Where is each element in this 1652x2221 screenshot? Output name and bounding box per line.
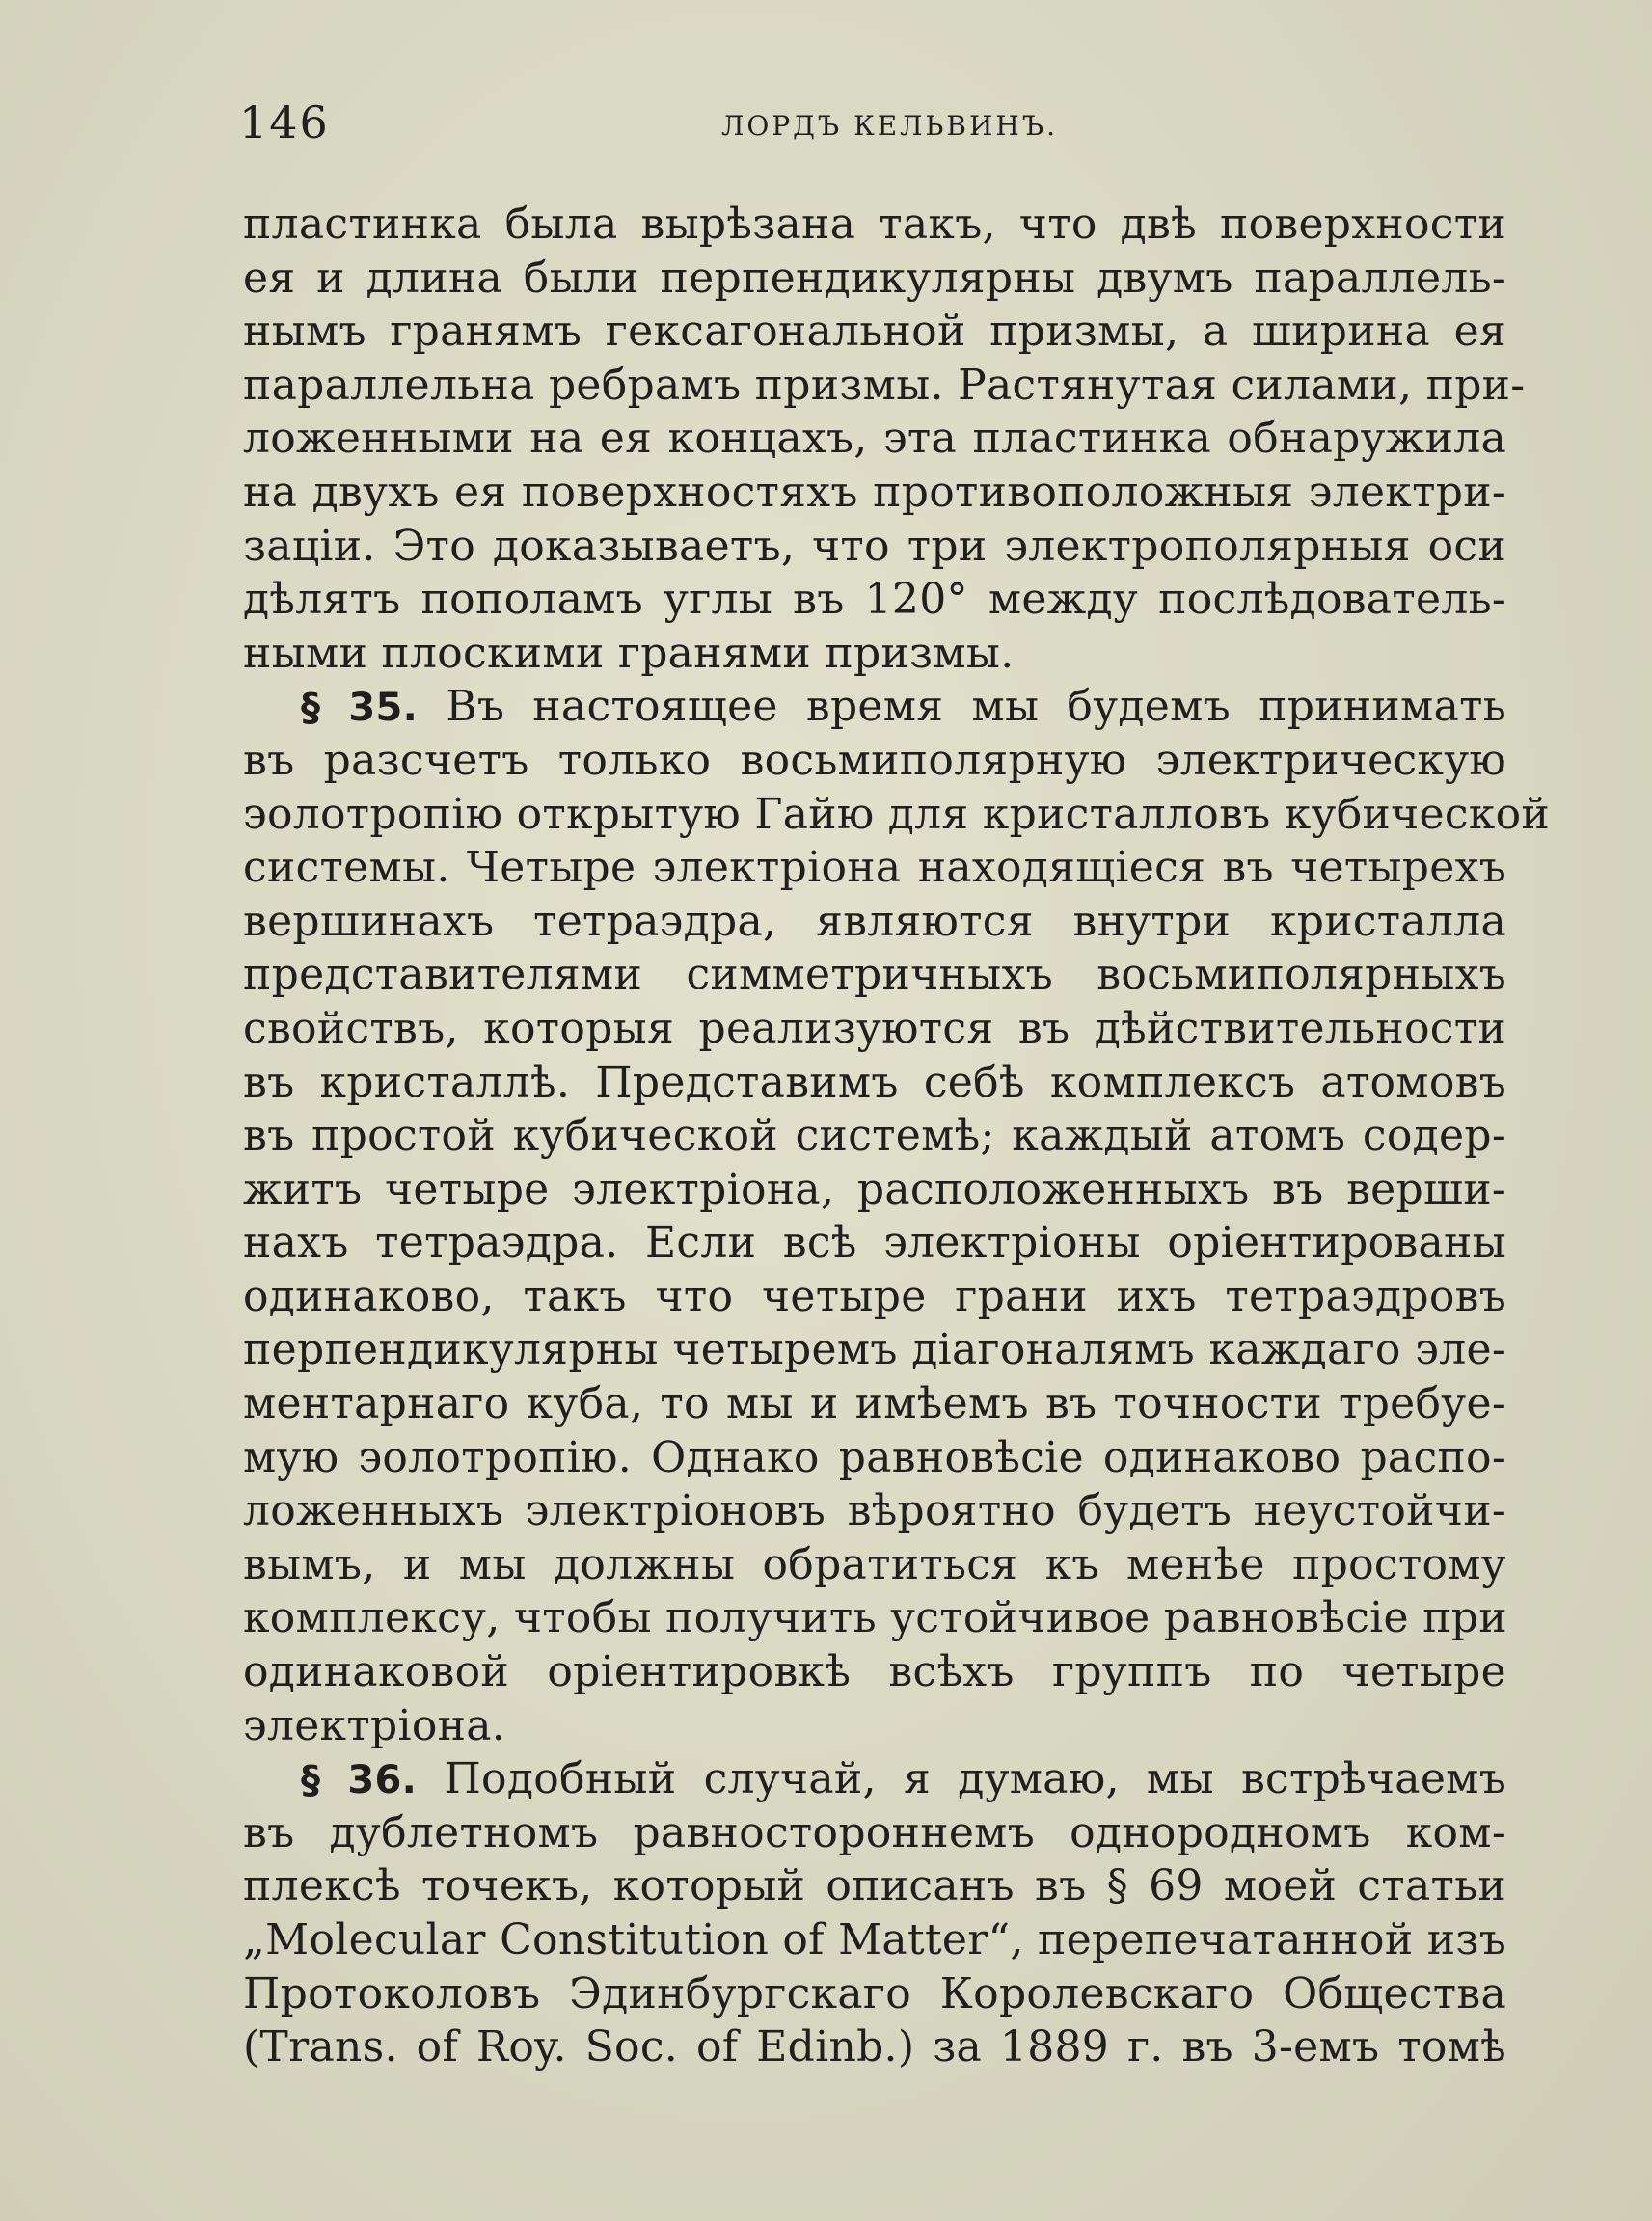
text-line: системы. Четыре электріона находящіеся въ четырехъ: [243, 843, 1506, 893]
text-line: „Molecular Constitution of Matter“, перепечатанной изъ: [243, 1915, 1506, 1964]
text-line: въ простой кубической системѣ; каждый атомъ содер-: [243, 1111, 1506, 1161]
section-number: § 36.: [301, 1758, 418, 1803]
page-header: [239, 96, 1512, 164]
text-line: въ дублетномъ равностороннемъ однородномъ ком-: [243, 1807, 1506, 1857]
section-number: § 35.: [301, 686, 419, 731]
text-line: ложенныхъ электріоновъ вѣроятно будетъ неустойчи-: [243, 1486, 1506, 1536]
page-number: 146: [239, 96, 330, 149]
text-line: вымъ, и мы должны обратиться къ менѣе простому: [243, 1539, 1506, 1589]
text-line: ными плоскими гранями призмы.: [243, 628, 1015, 678]
text-line: свойствъ, которыя реализуются въ дѣйствительности: [243, 1003, 1506, 1053]
text-line: Подобный случай, я думаю, мы встрѣчаемъ: [444, 1754, 1506, 1804]
section-first-line: [243, 1752, 1506, 1806]
paragraph-section-36: [243, 1752, 1506, 2074]
text-line: мую эолотропію. Однако равновѣсіе одинаково распо-: [243, 1432, 1506, 1482]
text-line: параллельна ребрамъ призмы. Растянутая силами, при-: [243, 360, 1526, 410]
running-head: ЛОРДЪ КЕЛЬВИНЪ.: [721, 110, 1058, 142]
text-line: нымъ гранямъ гексагональной призмы, а ширина ея: [243, 307, 1506, 357]
text-line: ложенными на ея концахъ, эта пластинка обнаружила: [243, 414, 1506, 464]
text-line: пластинка была вырѣзана такъ, что двѣ поверхности: [243, 200, 1506, 249]
text-line: Протоколовъ Эдинбургскаго Королевскаго Общества: [243, 1968, 1506, 2018]
text-line: электріона.: [243, 1700, 506, 1750]
paragraph-section-35: [243, 680, 1551, 1752]
text-line: Въ настоящее время мы будемъ принимать: [446, 682, 1506, 732]
text-line: на двухъ ея поверхностяхъ противоположныя электри-: [243, 467, 1506, 517]
text-line: заціи. Это доказываетъ, что три электрополярныя оси: [243, 521, 1506, 571]
text-line: эолотропію открытую Гайю для кристалловъ кубической: [243, 789, 1551, 839]
text-line: нахъ тетраэдра. Если всѣ электріоны оріентированы: [243, 1218, 1506, 1268]
text-line: комплексу, чтобы получить устойчивое равновѣсіе при: [243, 1593, 1507, 1643]
text-line: одинаково, такъ что четыре грани ихъ тетраэдровъ: [243, 1271, 1506, 1321]
text-line: дѣлятъ пополамъ углы въ 120° между послѣдователь-: [243, 575, 1506, 625]
text-line: перпендикулярны четыремъ діагоналямъ каждаго эле-: [243, 1325, 1506, 1375]
text-line: одинаковой оріентировкѣ всѣхъ группъ по четыре: [243, 1647, 1506, 1697]
text-line: плексѣ точекъ, который описанъ въ § 69 моей статьи: [243, 1861, 1506, 1911]
text-line: житъ четыре электріона, расположенныхъ въ верши-: [243, 1164, 1506, 1214]
text-line: ментарнаго куба, то мы и имѣемъ въ точности требуе-: [243, 1379, 1506, 1429]
section-first-line: [243, 680, 1506, 734]
text-line: въ кристаллѣ. Представимъ себѣ комплексъ атомовъ: [243, 1057, 1506, 1107]
text-line: представителями симметричныхъ восьмиполярныхъ: [243, 950, 1506, 1000]
body-text: [243, 198, 1551, 2074]
paragraph-continuation: [243, 198, 1526, 680]
text-line: вершинахъ тетраэдра, являются внутри кристалла: [243, 896, 1506, 946]
text-line: въ разсчетъ только восьмиполярную электрическую: [243, 735, 1506, 785]
text-line: (Trans. of Roy. Soc. of Edinb.) за 1889 г. въ 3-емъ томѣ: [243, 2022, 1506, 2072]
text-line: ея и длина были перпендикулярны двумъ параллель-: [243, 253, 1506, 303]
